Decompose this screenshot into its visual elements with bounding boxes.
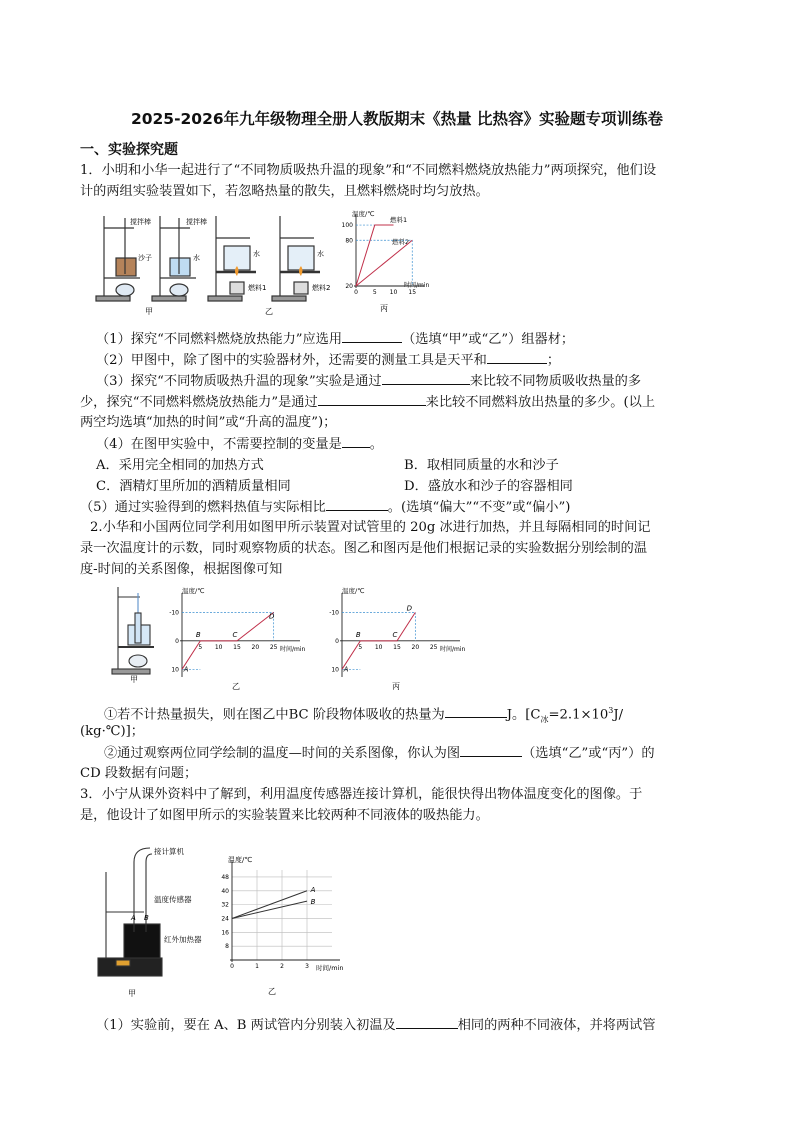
x-tick-label: 5 [198,643,203,651]
point-label-A: A [343,665,349,674]
y-tick-label: 80 [345,237,353,245]
label-computer: 接计算机 [154,847,184,856]
caption-bing: 丙 [380,304,388,313]
label-heater: 红外加热器 [164,935,202,944]
chart2-xlabel: 时间/min [280,646,306,653]
guide-line [342,612,415,640]
y-tick-label: 16 [221,929,229,937]
label-fuel1: 燃料1 [248,284,267,292]
point-label-D: D [268,612,275,621]
label-tube-a: A [131,914,136,922]
q2-caption-jia: 甲 [130,675,138,684]
x-tick-label: 15 [393,643,401,651]
point-label-B: B [355,630,361,639]
point-label-C: C [392,630,398,639]
point-label-B: B [310,898,316,907]
q2-stem-line2: 录一次温度计的示数，同时观察物质的状态。图乙和图丙是他们根据记录的实验数据分别绘制的温 [80,541,648,556]
x-tick-label: 10 [389,289,398,296]
chart2-ylabel: 温度/℃ [182,587,205,595]
label-sand: 沙子 [138,254,152,262]
q3-apparatus-figure [94,842,214,1002]
option-c[interactable]: C．酒精灯里所加的酒精质量相同 [96,479,291,494]
y-tick-label: 20 [345,283,353,290]
q2-caption-yi: 乙 [232,682,240,691]
y-tick-label: 0 [335,637,339,645]
q2-chart-yi [162,585,322,691]
blank-q1-5[interactable] [326,496,388,511]
point-label-A: A [310,885,316,894]
caption-yi: 乙 [265,307,273,316]
x-tick-label: 1 [255,963,259,970]
y-tick-label: 24 [221,915,229,923]
y-tick-label: 8 [225,943,229,951]
q1-part2: （2）甲图中，除了图中的实验器材外，还需要的测量工具是天平和 ； [96,349,736,371]
blank-q2-1[interactable] [445,703,507,718]
series-line-2 [356,240,412,286]
x-tick-label: 15 [408,289,417,296]
x-tick-label: 10 [374,643,383,651]
label-tube-b: B [144,914,149,922]
label-fuel2: 燃料2 [312,284,331,292]
blank-q2-2[interactable] [460,742,522,757]
x-tick-label: 20 [411,643,420,651]
q3-stem-line1: 3．小宁从课外资料中了解到，利用温度传感器连接计算机，能很快得出物体温度变化的图像。于 [80,787,643,802]
q2-apparatus-figure [110,583,160,684]
y-tick-label: 40 [221,887,229,895]
option-d[interactable]: D．盛放水和沙子的容器相同 [404,479,573,494]
y-tick-label: 100 [341,222,353,230]
label-water-2: 水 [253,250,260,258]
option-b[interactable]: B．取相同质量的水和沙子 [404,458,559,473]
q3-caption-yi: 乙 [268,987,276,996]
blank-q1-2[interactable] [487,349,547,364]
chart1-xlabel: 时间/min [404,282,430,289]
x-tick-label: 15 [233,643,241,651]
x-tick-label: 25 [429,643,438,651]
chart1-series2-label: 燃料2 [392,238,410,246]
section-heading: 一、实验探究题 [80,142,178,158]
y-tick-label: 48 [221,873,229,881]
q3-temperature-chart [212,852,362,1000]
series-line-2 [232,901,307,918]
x-tick-label: 0 [354,289,358,296]
label-water-1: 水 [193,254,200,262]
q1-part5: （5）通过实验得到的燃料热值与实际相比 。(选填“偏大”“不变”或“偏小”) [80,496,720,518]
x-tick-label: 2 [280,963,284,970]
x-tick-label: 3 [305,963,309,970]
blank-q1-1[interactable] [342,328,402,343]
series-line-1 [356,225,394,286]
q1-part4: （4）在图甲实验中，不需要控制的变量是 。 [96,433,736,455]
q2-sub1-line1: ①若不计热量损失，则在图乙中BC 阶段物体吸收的热量为 J。[$C_冰=2.1\times 10^3J/$ [104,700,744,730]
point-label-D: D [406,604,413,613]
chart4-ylabel: 温度/℃ [228,856,253,864]
q1-stem-line1: 1．小明和小华一起进行了“不同物质吸热升温的现象”和“不同燃料燃烧放热能力”两项探究，他们设 [80,163,657,178]
x-tick-label: 20 [251,643,260,651]
chart3-xlabel: 时间/min [440,646,466,653]
blank-q1-4[interactable] [342,433,370,448]
y-tick-label: 10 [171,666,179,674]
q1-part1: （1）探究“不同燃料燃烧放热能力”应选用 （选填“甲”或“乙”）组器材； [96,328,736,350]
q2-sub2-line1: ②通过观察两位同学绘制的温度—时间的关系图像，你认为图 （选填“乙”或“丙”）的 [104,742,744,764]
blank-q1-3a[interactable] [382,370,470,385]
q3-caption-jia: 甲 [128,989,136,998]
x-tick-label: 25 [269,643,278,651]
label-sensor: 温度传感器 [154,895,192,904]
x-tick-label: 10 [214,643,223,651]
q3-part1: （1）实验前，要在 A、B 两试管内分别装入初温及 相同的两种不同液体，并将两试管 [96,1014,736,1036]
y-tick-label: -10 [169,609,179,617]
q2-sub2-line2: CD 段数据有问题； [80,766,198,781]
q2-stem-line3: 度-时间的关系图像，根据图像可知 [80,562,283,577]
q2-chart-bing [322,585,482,691]
q1-stem-line2: 计的两组实验装置如下，若忽略热量的散失，且燃料燃烧时均匀放热。 [80,184,489,199]
blank-q3-1[interactable] [396,1014,458,1029]
x-tick-label: 5 [358,643,363,651]
point-label-C: C [232,630,238,639]
q1-part3-line2: 少，探究“不同燃料燃烧放热能力”是通过 来比较不同燃料放出热量的多少。(以上 [80,391,720,413]
chart3-ylabel: 温度/℃ [342,587,365,595]
label-stir-rod-1: 搅拌棒 [130,218,151,226]
chart1-series1-label: 燃料1 [390,216,408,224]
q3-stem-line2: 是，他设计了如图甲所示的实验装置来比较两种不同液体的吸热能力。 [80,808,489,823]
caption-jia: 甲 [145,307,153,316]
chart4-xlabel: 时间/min [316,964,344,972]
label-stir-rod-2: 搅拌棒 [186,218,207,226]
x-tick-label: 0 [230,963,234,970]
q2-sub1-line2: (kg·℃)]； [80,724,144,739]
option-a[interactable]: A．采用完全相同的加热方式 [96,458,264,473]
point-label-B: B [195,630,201,639]
y-tick-label: 10 [331,666,339,674]
q2-caption-bing: 丙 [392,682,400,691]
y-tick-label: 32 [221,901,229,909]
q2-stem-line1: 2.小华和小国两位同学利用如图甲所示装置对试管里的 20g 冰进行加热，并且每隔相同的时间记 [90,520,651,535]
label-water-3: 水 [317,250,324,258]
chart1-ylabel: 温度/℃ [352,210,375,218]
q1-temperature-chart [341,208,430,316]
y-tick-label: -10 [329,609,339,617]
q1-apparatus-figure [90,208,350,318]
q1-part3-line1: （3）探究“不同物质吸热升温的现象”实验是通过 来比较不同物质吸收热量的多 [96,370,736,392]
blank-q1-3b[interactable] [318,391,426,406]
point-label-A: A [183,665,189,674]
y-tick-label: 0 [175,637,179,645]
page-title: 2025-2026年九年级物理全册人教版期末《热量 比热容》实验题专项训练卷 [130,110,664,128]
x-tick-label: 5 [372,289,377,296]
q1-part3-line3: 两空均选填“加热的时间”或“升高的温度”)； [80,415,337,430]
